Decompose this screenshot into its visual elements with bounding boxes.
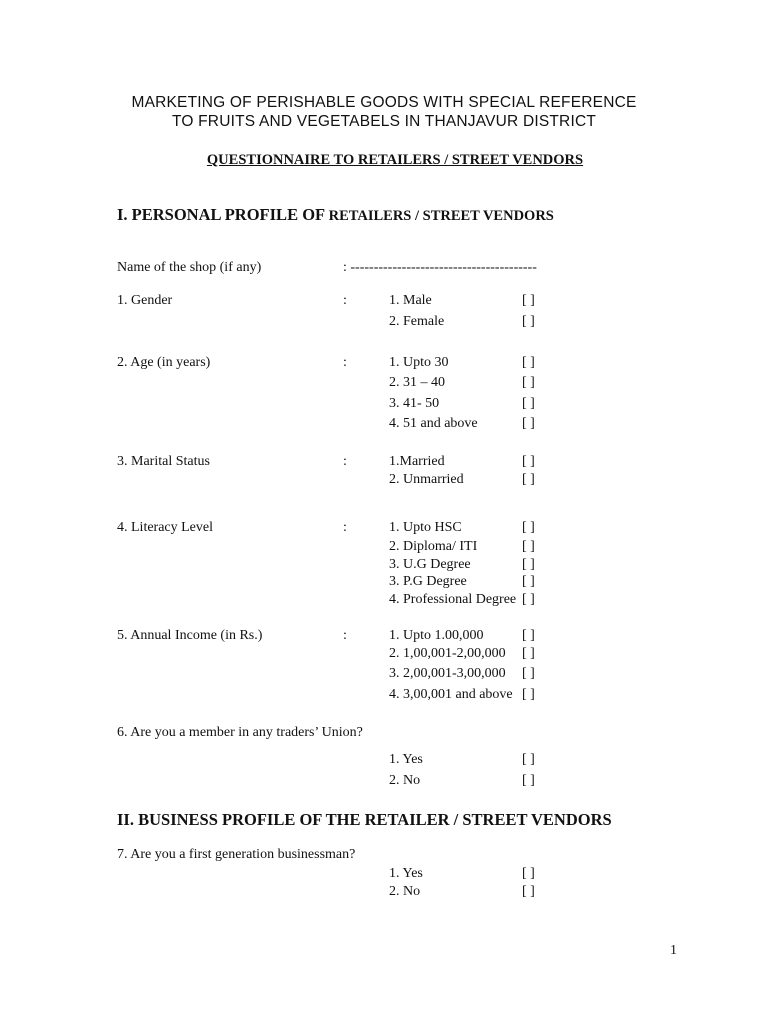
q4-option-3: 3. U.G Degree <box>389 557 471 572</box>
q2-checkbox-3[interactable]: [ ] <box>522 396 535 411</box>
title-line-1: MARKETING OF PERISHABLE GOODS WITH SPECIAL REFERENCE <box>131 94 637 111</box>
shop-name-label: Name of the shop (if any) <box>117 260 262 275</box>
q7-option-1: 1. Yes <box>389 866 423 881</box>
q6-option-2: 2. No <box>389 773 421 788</box>
section-1-heading-main: I. PERSONAL PROFILE OF <box>117 205 329 224</box>
q5-checkbox-1[interactable]: [ ] <box>522 628 535 643</box>
q5-checkbox-2[interactable]: [ ] <box>522 646 535 661</box>
q6-option-1: 1. Yes <box>389 752 423 767</box>
q3-marital-status-label: 3. Marital Status <box>117 454 210 469</box>
q4-option-5: 4. Professional Degree <box>389 592 517 607</box>
q5-annual-income-label: 5. Annual Income (in Rs.) <box>117 628 263 643</box>
q2-option-3: 3. 41- 50 <box>389 396 440 411</box>
q5-option-4: 4. 3,00,001 and above <box>389 687 513 702</box>
page-number: 1 <box>670 943 677 958</box>
q5-option-2: 2. 1,00,001-2,00,000 <box>389 646 506 661</box>
q2-option-1: 1. Upto 30 <box>389 355 449 370</box>
section-1-heading <box>117 205 554 225</box>
q7-first-generation-label: 7. Are you a first generation businessman? <box>117 847 356 862</box>
q2-checkbox-4[interactable]: [ ] <box>522 416 535 431</box>
q5-colon: : <box>343 628 347 643</box>
q7-checkbox-2[interactable]: [ ] <box>522 884 535 899</box>
q1-checkbox-1[interactable]: [ ] <box>522 293 535 308</box>
q1-gender-label: 1. Gender <box>117 293 173 308</box>
questionnaire-subtitle: QUESTIONNAIRE TO RETAILERS / STREET VENDORS <box>206 152 584 168</box>
q5-checkbox-4[interactable]: [ ] <box>522 687 535 702</box>
q2-checkbox-2[interactable]: [ ] <box>522 375 535 390</box>
q3-option-1: 1.Married <box>389 454 445 469</box>
q4-checkbox-4[interactable]: [ ] <box>522 574 535 589</box>
q6-union-label: 6. Are you a member in any traders’ Union? <box>117 725 363 740</box>
q5-option-1: 1. Upto 1.00,000 <box>389 628 484 643</box>
q4-option-1: 1. Upto HSC <box>389 520 462 535</box>
q4-option-4: 3. P.G Degree <box>389 574 467 589</box>
q3-checkbox-1[interactable]: [ ] <box>522 454 535 469</box>
q2-option-2: 2. 31 – 40 <box>389 375 445 390</box>
q2-checkbox-1[interactable]: [ ] <box>522 355 535 370</box>
q1-option-1: 1. Male <box>389 293 432 308</box>
q1-option-2: 2. Female <box>389 314 445 329</box>
q2-colon: : <box>343 355 347 370</box>
q3-option-2: 2. Unmarried <box>389 472 464 487</box>
q2-option-4: 4. 51 and above <box>389 416 478 431</box>
q3-checkbox-2[interactable]: [ ] <box>522 472 535 487</box>
q1-colon: : <box>343 293 347 308</box>
q5-checkbox-3[interactable]: [ ] <box>522 666 535 681</box>
q1-checkbox-2[interactable]: [ ] <box>522 314 535 329</box>
q5-option-3: 3. 2,00,001-3,00,000 <box>389 666 506 681</box>
q4-option-2: 2. Diploma/ ITI <box>389 539 478 554</box>
q4-colon: : <box>343 520 347 535</box>
q6-checkbox-2[interactable]: [ ] <box>522 773 535 788</box>
q4-literacy-level-label: 4. Literacy Level <box>117 520 214 535</box>
q7-checkbox-1[interactable]: [ ] <box>522 866 535 881</box>
q6-checkbox-1[interactable]: [ ] <box>522 752 535 767</box>
q3-colon: : <box>343 454 347 469</box>
section-1-heading-tail: RETAILERS / STREET VENDORS <box>328 208 554 224</box>
title-line-2: TO FRUITS AND VEGETABELS IN THANJAVUR DISTRICT <box>171 113 597 130</box>
q2-age-label: 2. Age (in years) <box>117 355 211 370</box>
q4-checkbox-1[interactable]: [ ] <box>522 520 535 535</box>
shop-name-blank: : ---------------------------------------- <box>343 260 537 275</box>
q4-checkbox-2[interactable]: [ ] <box>522 539 535 554</box>
q4-checkbox-5[interactable]: [ ] <box>522 592 535 607</box>
section-2-heading: II. BUSINESS PROFILE OF THE RETAILER / STREET VENDORS <box>117 810 612 829</box>
q4-checkbox-3[interactable]: [ ] <box>522 557 535 572</box>
q7-option-2: 2. No <box>389 884 421 899</box>
